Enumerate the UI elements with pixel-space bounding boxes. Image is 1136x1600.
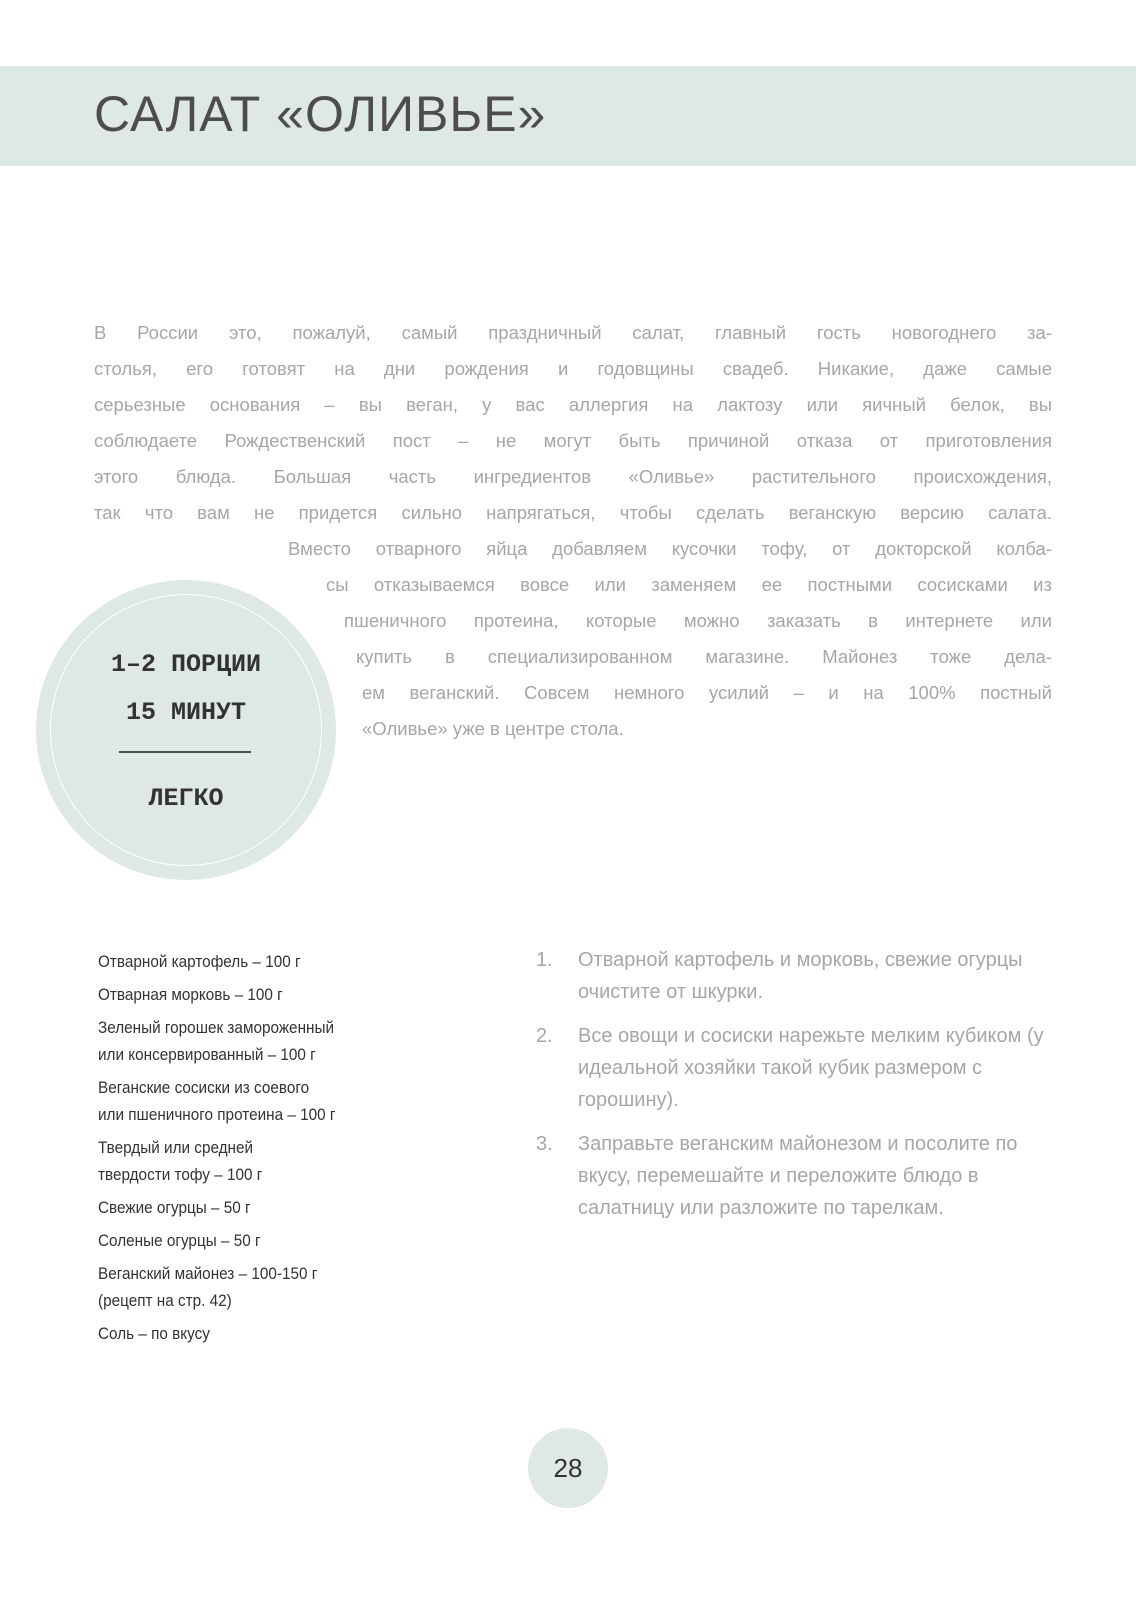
time-label: 15 МИНУТ xyxy=(125,698,247,727)
step-text: Все овощи и сосиски нарежьте мелким кубиком (у идеальной хозяйки такой кубик размером с горошину). xyxy=(578,1025,1044,1111)
page-number: 28 xyxy=(553,1453,583,1483)
ingredient-item: Веганские сосиски из соевого или пшеничного протеина – 100 г xyxy=(98,1078,336,1124)
intro-line: купить в специализированном магазине. Майонез тоже дела- xyxy=(356,646,1052,667)
recipe-title: САЛАТ «ОЛИВЬЕ» xyxy=(94,86,547,142)
intro-line: В России это, пожалуй, самый праздничный салат, главный гость новогоднего за- xyxy=(94,322,1052,343)
ingredient-item: Соленые огурцы – 50 г xyxy=(98,1231,261,1250)
servings-label: 1–2 ПОРЦИИ xyxy=(110,650,262,679)
step-item xyxy=(536,1020,1056,1116)
intro-line: «Оливье» уже в центре стола. xyxy=(362,718,624,739)
badge-ring xyxy=(50,594,322,866)
intro-line: сы отказываемся вовсе или заменяем ее постными сосисками из xyxy=(326,574,1052,595)
intro-line: так что вам не придется сильно напрягаться, чтобы сделать веганскую версию салата. xyxy=(94,502,1052,523)
badge-divider xyxy=(119,751,251,753)
intro-line: столья, его готовят на дни рождения и годовщины свадеб. Никакие, даже самые xyxy=(94,358,1052,379)
ingredient-item: Веганский майонез – 100-150 г (рецепт на стр. 42) xyxy=(98,1264,318,1310)
difficulty-label: ЛЕГКО xyxy=(148,784,224,813)
step-number: 2. xyxy=(536,1025,553,1047)
step-item xyxy=(536,944,1056,1008)
recipe-meta-badge xyxy=(36,580,336,880)
steps-list xyxy=(536,944,1056,1236)
ingredient-item: Отварная морковь – 100 г xyxy=(98,985,283,1004)
ingredient-item: Твердый или средней твердости тофу – 100 г xyxy=(98,1138,263,1184)
ingredient-item: Свежие огурцы – 50 г xyxy=(98,1198,251,1217)
step-text: Заправьте веганским майонезом и посолите по вкусу, перемешайте и переложите блюдо в салатницу или разложите по тарелкам. xyxy=(578,1133,1018,1219)
step-item xyxy=(536,1128,1056,1224)
ingredients-list xyxy=(98,948,458,1353)
step-number: 3. xyxy=(536,1133,553,1155)
ingredient-item: Зеленый горошек замороженный или консервированный – 100 г xyxy=(98,1018,335,1064)
ingredient-item: Соль – по вкусу xyxy=(98,1324,210,1343)
intro-line: Вместо отварного яйца добавляем кусочки тофу, от докторской колба- xyxy=(288,538,1052,559)
intro-line: соблюдаете Рождественский пост – не могут быть причиной отказа от приготовления xyxy=(94,430,1052,451)
intro-line: этого блюда. Большая часть ингредиентов «Оливье» растительного происхождения, xyxy=(94,466,1052,487)
page-number-badge xyxy=(528,1428,608,1508)
intro-line: серьезные основания – вы веган, у вас аллергия на лактозу или яичный белок, вы xyxy=(94,394,1052,415)
step-number: 1. xyxy=(536,949,553,971)
intro-line: пшеничного протеина, которые можно заказать в интернете или xyxy=(344,610,1052,631)
ingredient-item: Отварной картофель – 100 г xyxy=(98,952,301,971)
intro-line: ем веганский. Совсем немного усилий – и на 100% постный xyxy=(362,682,1052,703)
step-text: Отварной картофель и морковь, свежие огурцы очистите от шкурки. xyxy=(578,949,1023,1003)
